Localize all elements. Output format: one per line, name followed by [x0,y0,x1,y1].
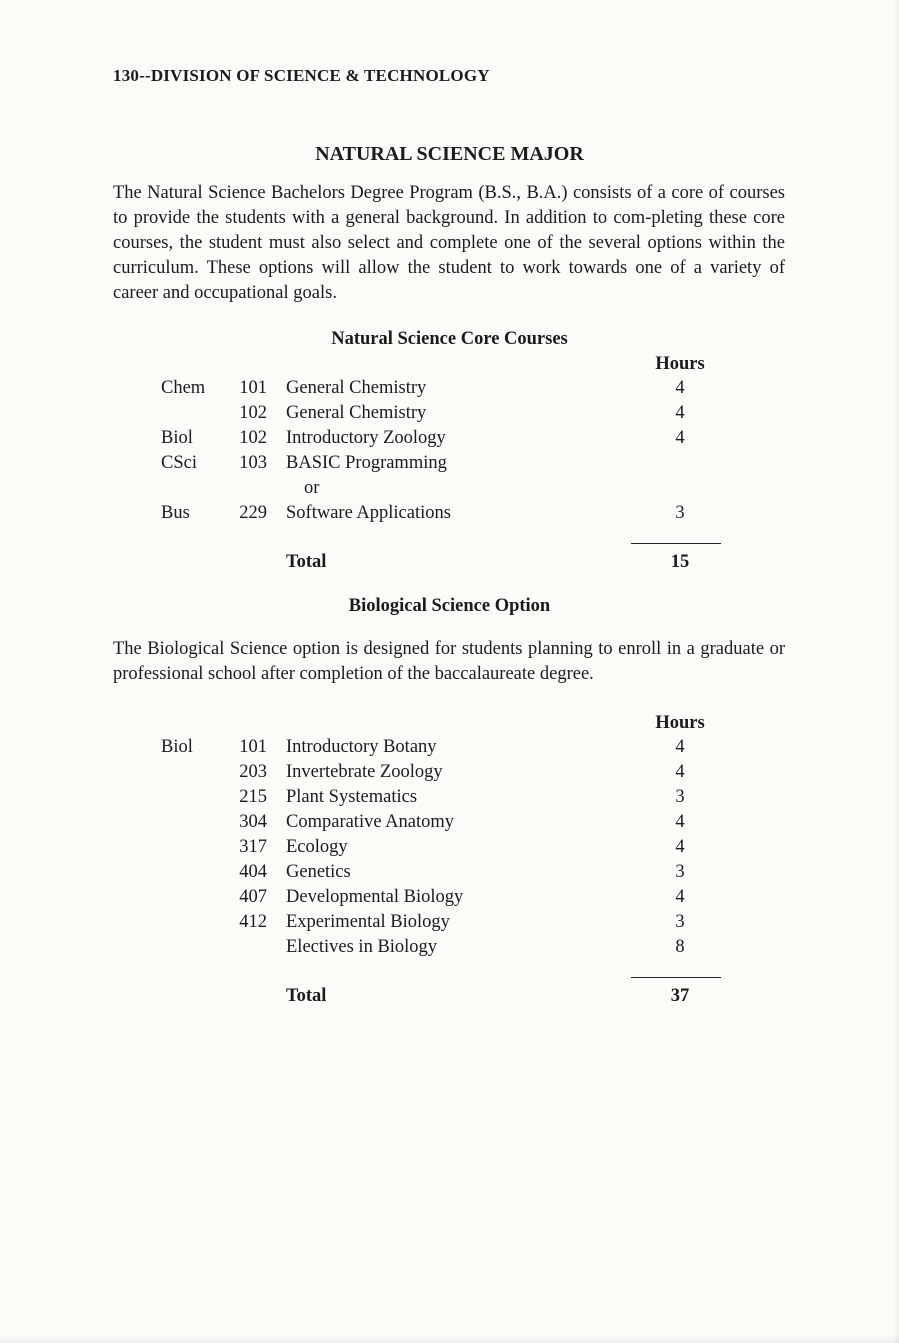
course-title: Comparative Anatomy [286,812,455,832]
course-number: 203 [239,762,267,782]
bio-hours-header-row [0,713,899,738]
course-title: Experimental Biology [286,912,450,932]
course-number: 304 [239,812,267,832]
core-courses-title: Natural Science Core Courses [331,329,568,349]
course-hours: 4 [675,762,685,782]
course-title: Ecology [286,837,348,857]
course-title: Invertebrate Zoology [286,762,443,782]
course-number: 317 [239,837,267,857]
course-dept: Chem [161,378,206,398]
bio-total-row [0,986,899,1011]
table-row [0,428,899,453]
bio-option-paragraph: The Biological Science option is designed for students planning to enroll in a graduate or professional school after completion of the baccalaureate degree. [113,639,785,684]
course-dept: CSci [161,453,197,473]
course-number: 229 [239,503,267,523]
total-rule [631,977,721,978]
course-number: 215 [239,787,267,807]
course-title: Introductory Zoology [286,428,446,448]
table-row [0,812,899,837]
total-rule [631,543,721,544]
course-hours: 4 [675,887,685,907]
course-title: Software Applications [286,503,451,523]
core-total-row [0,552,899,577]
course-number: 102 [239,403,267,423]
course-title: General Chemistry [286,403,427,423]
course-hours: 4 [675,428,685,448]
table-row [0,862,899,887]
total-value: 15 [670,552,690,572]
table-row [0,762,899,787]
table-row [0,737,899,762]
course-dept: Biol [161,428,193,448]
page-bottom-shade [0,1335,899,1343]
core-hours-header-row [0,354,899,379]
course-hours: 4 [675,837,685,857]
or-row [0,478,899,503]
total-value: 37 [670,986,690,1006]
course-hours: 3 [675,912,685,932]
course-hours: 4 [675,403,685,423]
course-hours: 3 [675,503,685,523]
table-row [0,453,899,478]
table-row [0,503,899,528]
course-title: Plant Systematics [286,787,418,807]
course-hours: 4 [675,378,685,398]
course-number: 412 [239,912,267,932]
course-number: 102 [239,428,267,448]
course-title: Introductory Botany [286,737,437,757]
core-hours-header: Hours [655,354,705,374]
bio-option-title: Biological Science Option [348,596,551,616]
course-dept: Biol [161,737,193,757]
course-number: 404 [239,862,267,882]
course-title: Developmental Biology [286,887,464,907]
table-row [0,378,899,403]
page-edge-shade [893,0,899,1343]
course-hours: 8 [675,937,685,957]
table-row [0,837,899,862]
course-number: 103 [239,453,267,473]
bio-hours-header: Hours [655,713,705,733]
table-row [0,887,899,912]
total-label: Total [286,986,327,1006]
course-hours: 4 [675,737,685,757]
table-row [0,403,899,428]
major-title: NATURAL SCIENCE MAJOR [315,143,584,165]
course-title: BASIC Programming [286,453,447,473]
course-number: 101 [239,378,267,398]
course-dept: Bus [161,503,190,523]
table-row [0,912,899,937]
table-row [0,937,899,962]
course-title: General Chemistry [286,378,427,398]
course-hours: 3 [675,787,685,807]
course-title: Genetics [286,862,351,882]
course-number: 101 [239,737,267,757]
intro-paragraph: The Natural Science Bachelors Degree Program (B.S., B.A.) consists of a core of courses to provide the students with a general background. In addition to com-pleting these core courses, the student must also select and complete one of the several options within the curriculum. These options will allow the student to work towards one of a variety of career and occupational goals. [113,183,785,303]
course-hours: 4 [675,812,685,832]
total-label: Total [286,552,327,572]
course-number: 407 [239,887,267,907]
running-head: 130--DIVISION OF SCIENCE & TECHNOLOGY [113,66,490,85]
table-row [0,787,899,812]
course-hours: 3 [675,862,685,882]
course-title: Electives in Biology [286,937,438,957]
or-connector: or [304,478,320,498]
